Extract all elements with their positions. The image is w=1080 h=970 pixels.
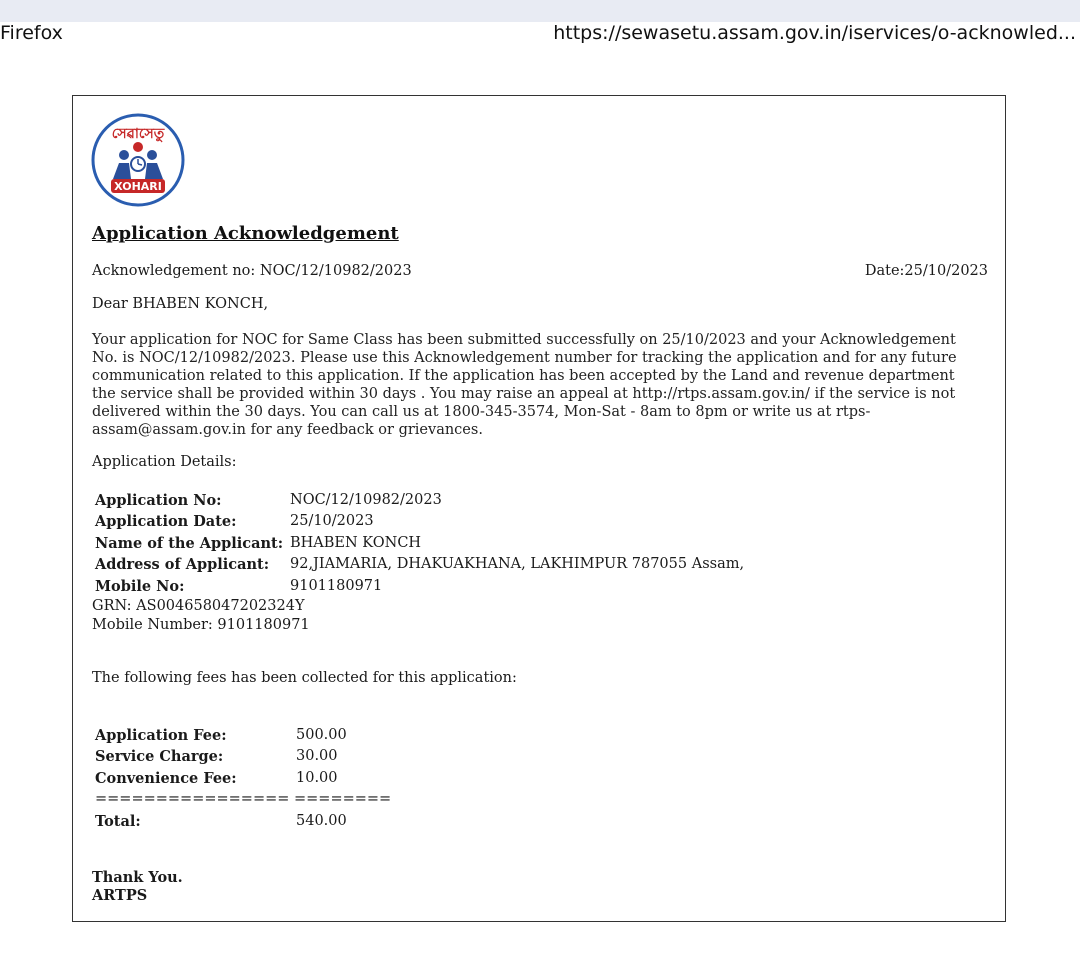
- application-no-value: NOC/12/10982/2023: [290, 492, 442, 508]
- grn: GRN: AS004658047202324Y: [92, 598, 305, 614]
- mobile-no-value: 9101180971: [290, 578, 383, 594]
- service-charge-value: 30.00: [296, 748, 338, 764]
- organization-name: ARTPS: [92, 887, 148, 904]
- fees-heading: The following fees has been collected for this application:: [92, 670, 517, 686]
- convenience-fee-value: 10.00: [296, 770, 338, 786]
- logo-brand-text: XOHARI: [114, 180, 162, 193]
- logo-script-text: সেৱাসেতু: [111, 126, 165, 142]
- body-line: No. is NOC/12/10982/2023. Please use this Acknowledgement number for tracking the application and for any future: [92, 350, 957, 366]
- body-line: communication related to this application. If the application has been accepted by the Land and revenue department: [92, 368, 955, 384]
- application-date-label: Application Date:: [95, 513, 237, 530]
- applicant-address-value: 92,JIAMARIA, DHAKUAKHANA, LAKHIMPUR 787055 Assam,: [290, 556, 745, 572]
- total-value: 540.00: [296, 813, 347, 829]
- acknowledgement-number: Acknowledgement no: NOC/12/10982/2023: [92, 263, 412, 279]
- thank-you: Thank You.: [92, 869, 183, 886]
- application-fee-label: Application Fee:: [95, 727, 227, 744]
- applicant-name-label: Name of the Applicant:: [95, 535, 284, 552]
- applicant-name-value: BHABEN KONCH: [290, 535, 422, 551]
- application-fee-value: 500.00: [296, 727, 347, 743]
- xohari-logo: [91, 113, 185, 207]
- fee-separator: ================ ========: [95, 791, 392, 807]
- details-heading: Application Details:: [92, 454, 237, 470]
- service-charge-label: Service Charge:: [95, 748, 224, 765]
- page-url[interactable]: https://sewasetu.assam.gov.in/iservices/o-acknowled...: [553, 22, 1076, 44]
- body-line: assam@assam.gov.in for any feedback or grievances.: [92, 422, 483, 438]
- salutation: Dear BHABEN KONCH,: [92, 296, 269, 312]
- browser-name: Firefox: [0, 22, 63, 44]
- page-title: Application Acknowledgement: [92, 223, 399, 244]
- convenience-fee-label: Convenience Fee:: [95, 770, 237, 787]
- body-line: Your application for NOC for Same Class has been submitted successfully on 25/10/2023 and your Acknowledgement: [92, 332, 956, 348]
- applicant-address-label: Address of Applicant:: [95, 556, 270, 573]
- total-label: Total:: [95, 813, 141, 830]
- browser-top-bar: [0, 0, 1080, 22]
- mobile-number: Mobile Number: 9101180971: [92, 617, 310, 633]
- mobile-no-label: Mobile No:: [95, 578, 185, 595]
- acknowledgement-date: Date:25/10/2023: [864, 263, 988, 279]
- application-no-label: Application No:: [95, 492, 222, 509]
- body-line: delivered within the 30 days. You can call us at 1800-345-3574, Mon-Sat - 8am to 8pm or write us at rtps-: [92, 404, 871, 420]
- body-line: the service shall be provided within 30 days . You may raise an appeal at http://rtps.assam.gov.in/ if the service is not: [92, 386, 956, 402]
- application-date-value: 25/10/2023: [290, 513, 374, 529]
- body-paragraph: [92, 331, 982, 439]
